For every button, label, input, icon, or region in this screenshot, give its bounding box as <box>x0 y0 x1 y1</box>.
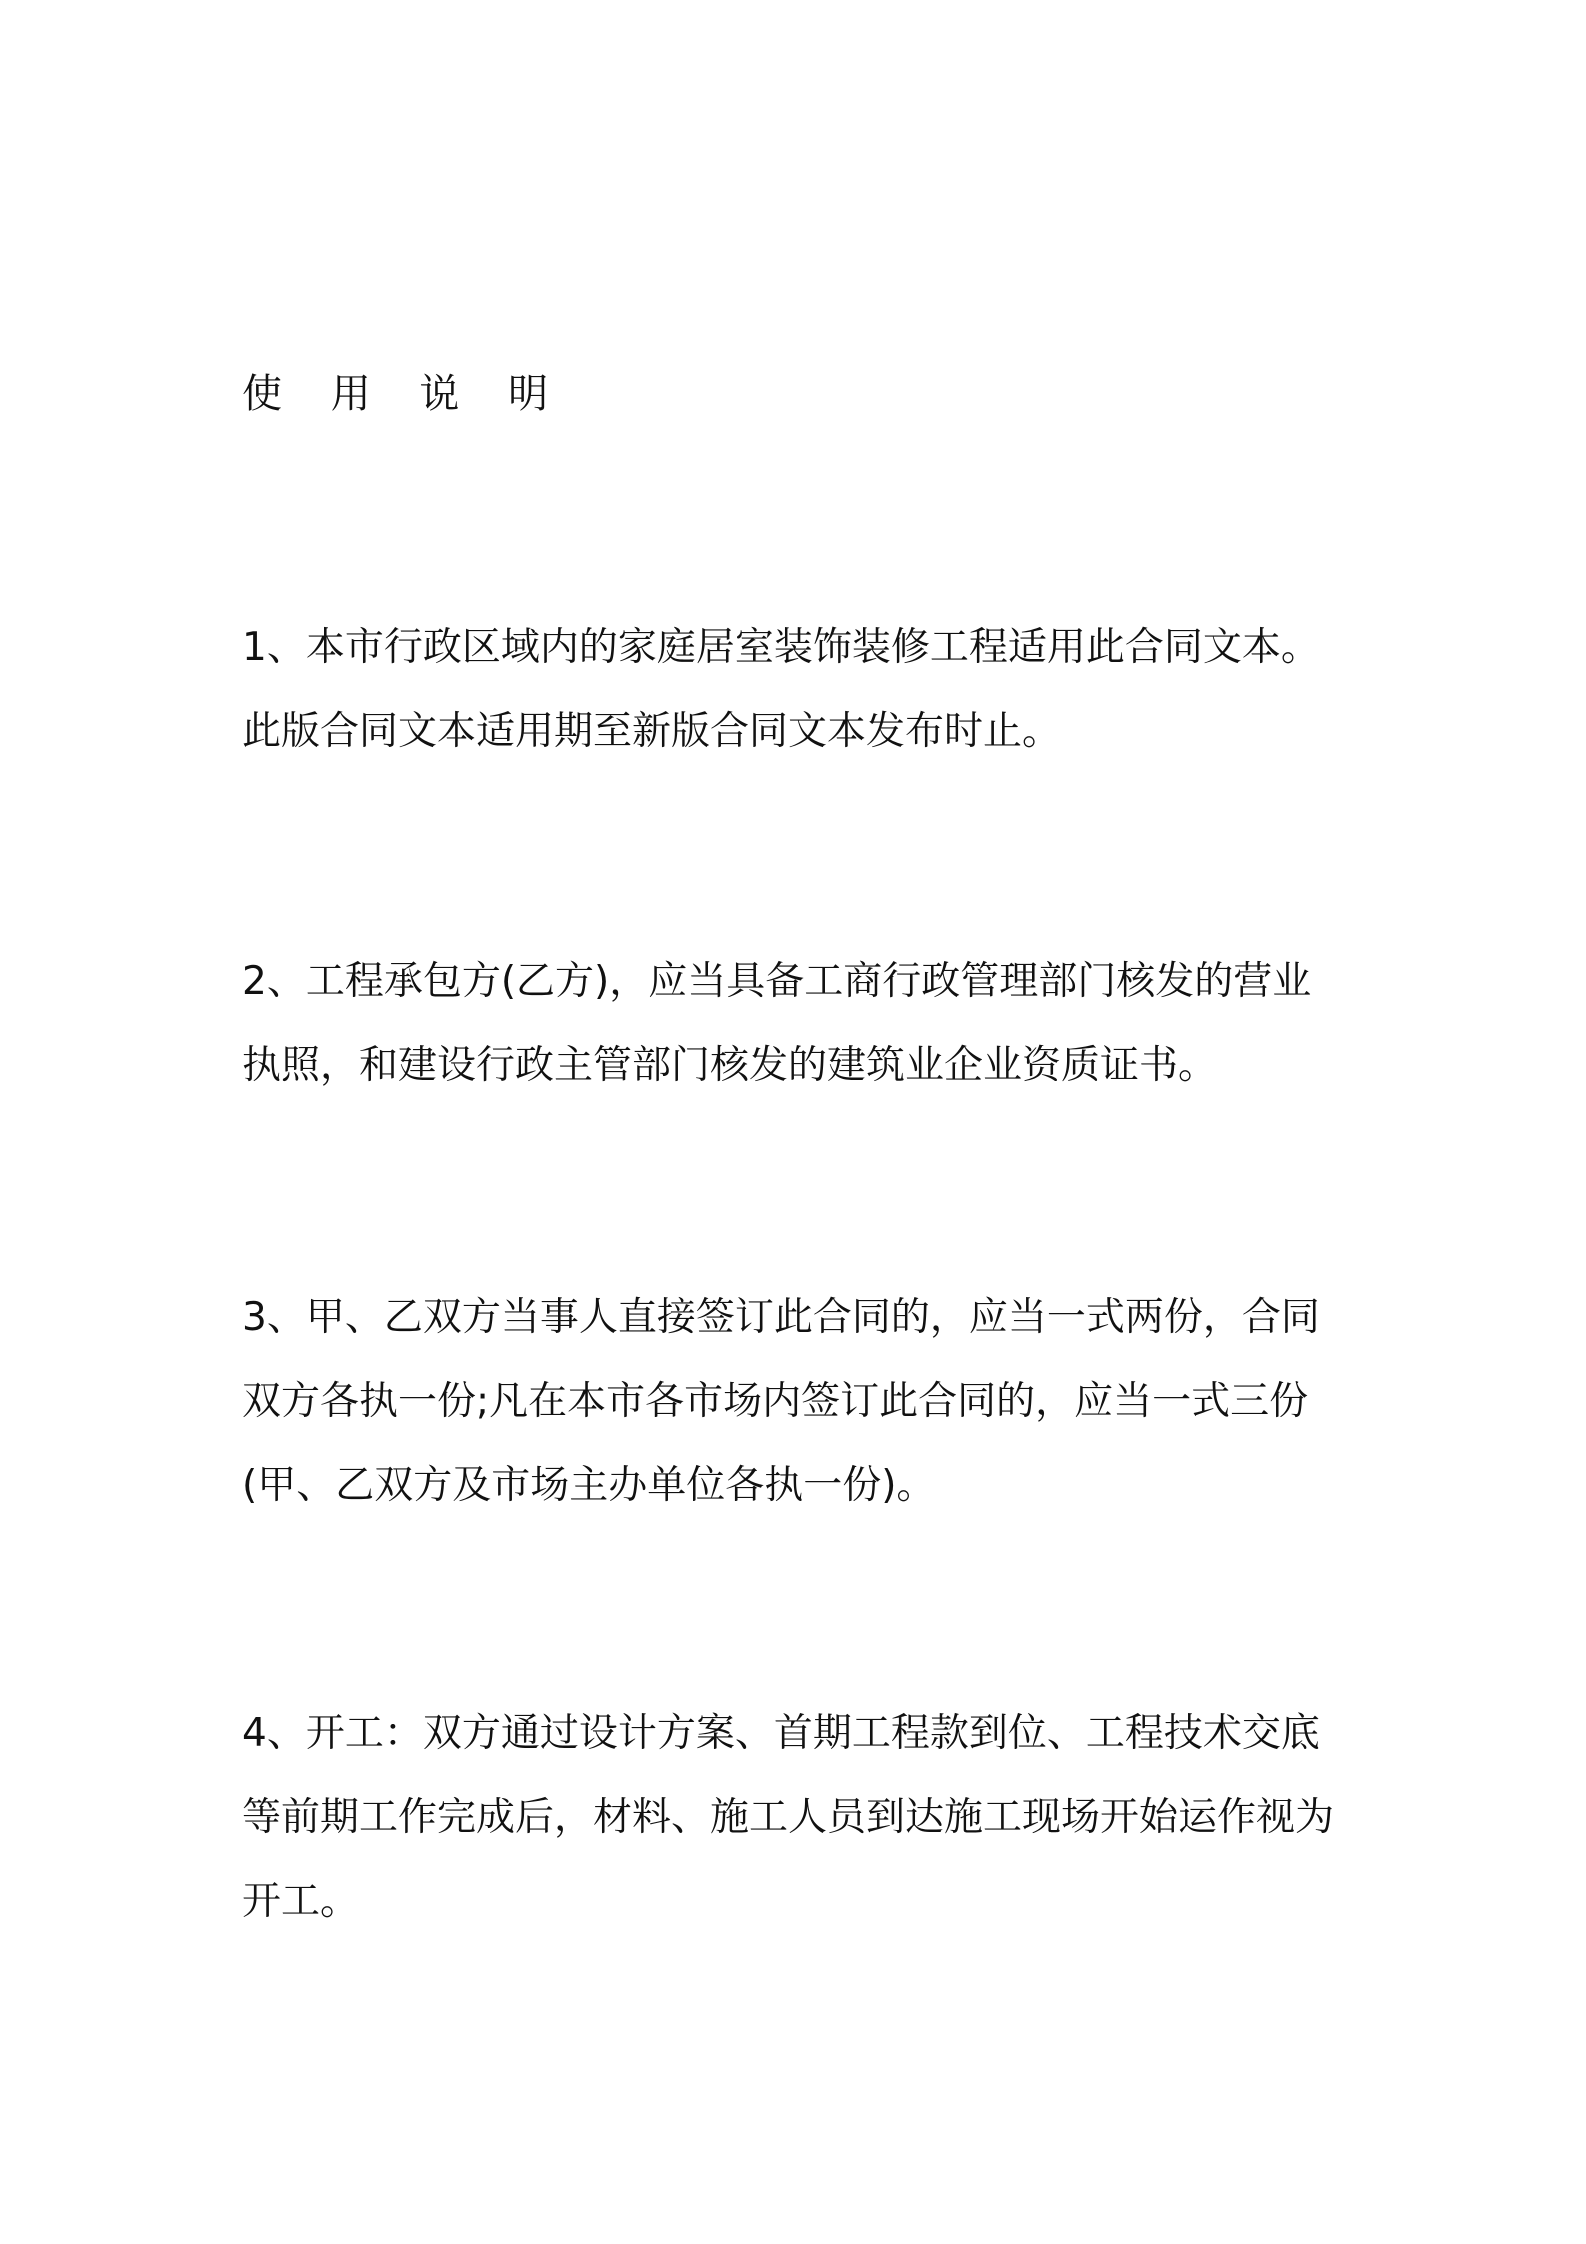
paragraph-4 <box>242 1692 1372 1944</box>
paragraph-line: 等前期工作完成后，材料、施工人员到达施工现场开始运作视为 <box>242 1795 1335 1840</box>
paragraph-line: (甲、乙双方及市场主办单位各执一份)。 <box>242 1463 936 1508</box>
paragraph-line: 执照，和建设行政主管部门核发的建筑业企业资质证书。 <box>242 1043 1218 1088</box>
paragraph-line: 1、本市行政区域内的家庭居室装饰装修工程适用此合同文本。 <box>242 625 1320 670</box>
paragraph-1 <box>242 606 1372 774</box>
paragraph-line: 4、开工：双方通过设计方案、首期工程款到位、工程技术交底 <box>242 1711 1320 1756</box>
paragraph-3 <box>242 1276 1372 1528</box>
paragraph-line: 双方各执一份;凡在本市各市场内签订此合同的，应当一式三份 <box>242 1379 1309 1424</box>
paragraph-2 <box>242 940 1372 1108</box>
document-title: 使 用 说 明 <box>242 371 567 417</box>
paragraph-line: 此版合同文本适用期至新版合同文本发布时止。 <box>242 709 1062 754</box>
paragraph-line: 开工。 <box>242 1879 360 1924</box>
paragraph-line: 2、工程承包方(乙方)，应当具备工商行政管理部门核发的营业 <box>242 959 1312 1004</box>
paragraph-line: 3、甲、乙双方当事人直接签订此合同的，应当一式两份，合同 <box>242 1295 1320 1340</box>
